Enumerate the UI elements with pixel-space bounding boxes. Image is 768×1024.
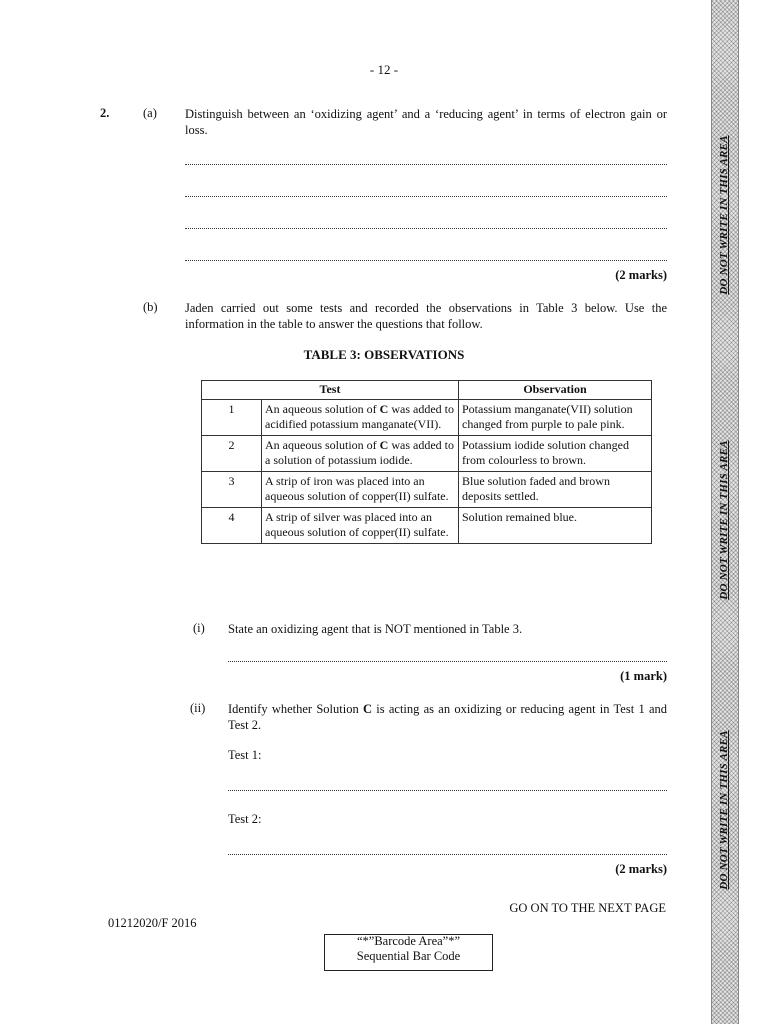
marks-label: (2 marks) xyxy=(615,862,667,876)
page-number: - 12 - xyxy=(369,62,399,77)
row-number: 2 xyxy=(202,435,262,471)
next-page-notice: GO ON TO THE NEXT PAGE xyxy=(509,901,666,915)
observations-table xyxy=(201,380,652,544)
test-description: A strip of silver was placed into an aqueous solution of copper(II) sulfate. xyxy=(262,507,459,543)
table-row xyxy=(202,507,652,543)
table-row xyxy=(202,471,652,507)
row-number: 4 xyxy=(202,507,262,543)
sub-ii-question: Identify whether Solution C is acting as an oxidizing or reducing agent in Test 1 and Test 2. xyxy=(228,702,668,732)
test-description: An aqueous solution of C was added to a solution of potassium iodide. xyxy=(262,435,459,471)
table-row xyxy=(202,399,652,435)
answer-line[interactable] xyxy=(228,661,667,662)
marks-label: (2 marks) xyxy=(615,268,667,282)
marks-label: (1 mark) xyxy=(620,669,667,683)
table-row xyxy=(202,435,652,471)
barcode-line-2: Sequential Bar Code xyxy=(356,949,461,963)
table-title: TABLE 3: OBSERVATIONS xyxy=(303,347,465,362)
test-1-label: Test 1: xyxy=(228,748,262,762)
observation-description: Potassium manganate(VII) solution changed from purple to pale pink. xyxy=(459,399,652,435)
part-a-question: Distinguish between an ‘oxidizing agent’ and a ‘reducing agent’ in terms of electron gain or loss. xyxy=(185,107,667,137)
observation-description: Blue solution faded and brown deposits settled. xyxy=(459,471,652,507)
answer-line[interactable] xyxy=(185,260,667,261)
sub-ii-label: (ii) xyxy=(190,701,206,715)
test-description: An aqueous solution of C was added to acidified potassium manganate(VII). xyxy=(262,399,459,435)
observation-description: Potassium iodide solution changed from colourless to brown. xyxy=(459,435,652,471)
answer-line[interactable] xyxy=(185,196,667,197)
answer-line[interactable] xyxy=(185,164,667,165)
sub-i-label: (i) xyxy=(193,621,205,635)
row-number: 3 xyxy=(202,471,262,507)
barcode-area xyxy=(324,934,493,971)
part-b-label: (b) xyxy=(143,300,158,314)
test-2-label: Test 2: xyxy=(228,812,262,826)
table-header-row xyxy=(202,381,652,400)
answer-line[interactable] xyxy=(228,790,667,791)
observation-description: Solution remained blue. xyxy=(459,507,652,543)
barcode-line-1: “*”Barcode Area”*” xyxy=(356,934,461,948)
column-header-observation: Observation xyxy=(459,381,652,400)
row-number: 1 xyxy=(202,399,262,435)
part-b-intro: Jaden carried out some tests and recorded the observations in Table 3 below. Use the information in the table to answer the questions that follow. xyxy=(185,301,667,331)
test-description: A strip of iron was placed into an aqueous solution of copper(II) sulfate. xyxy=(262,471,459,507)
column-header-test: Test xyxy=(202,381,459,400)
sub-i-question: State an oxidizing agent that is NOT mentioned in Table 3. xyxy=(228,622,523,636)
question-number: 2. xyxy=(100,106,110,120)
answer-line[interactable] xyxy=(185,228,667,229)
answer-line[interactable] xyxy=(228,854,667,855)
paper-code: 01212020/F 2016 xyxy=(108,916,197,930)
part-a-label: (a) xyxy=(143,106,157,120)
